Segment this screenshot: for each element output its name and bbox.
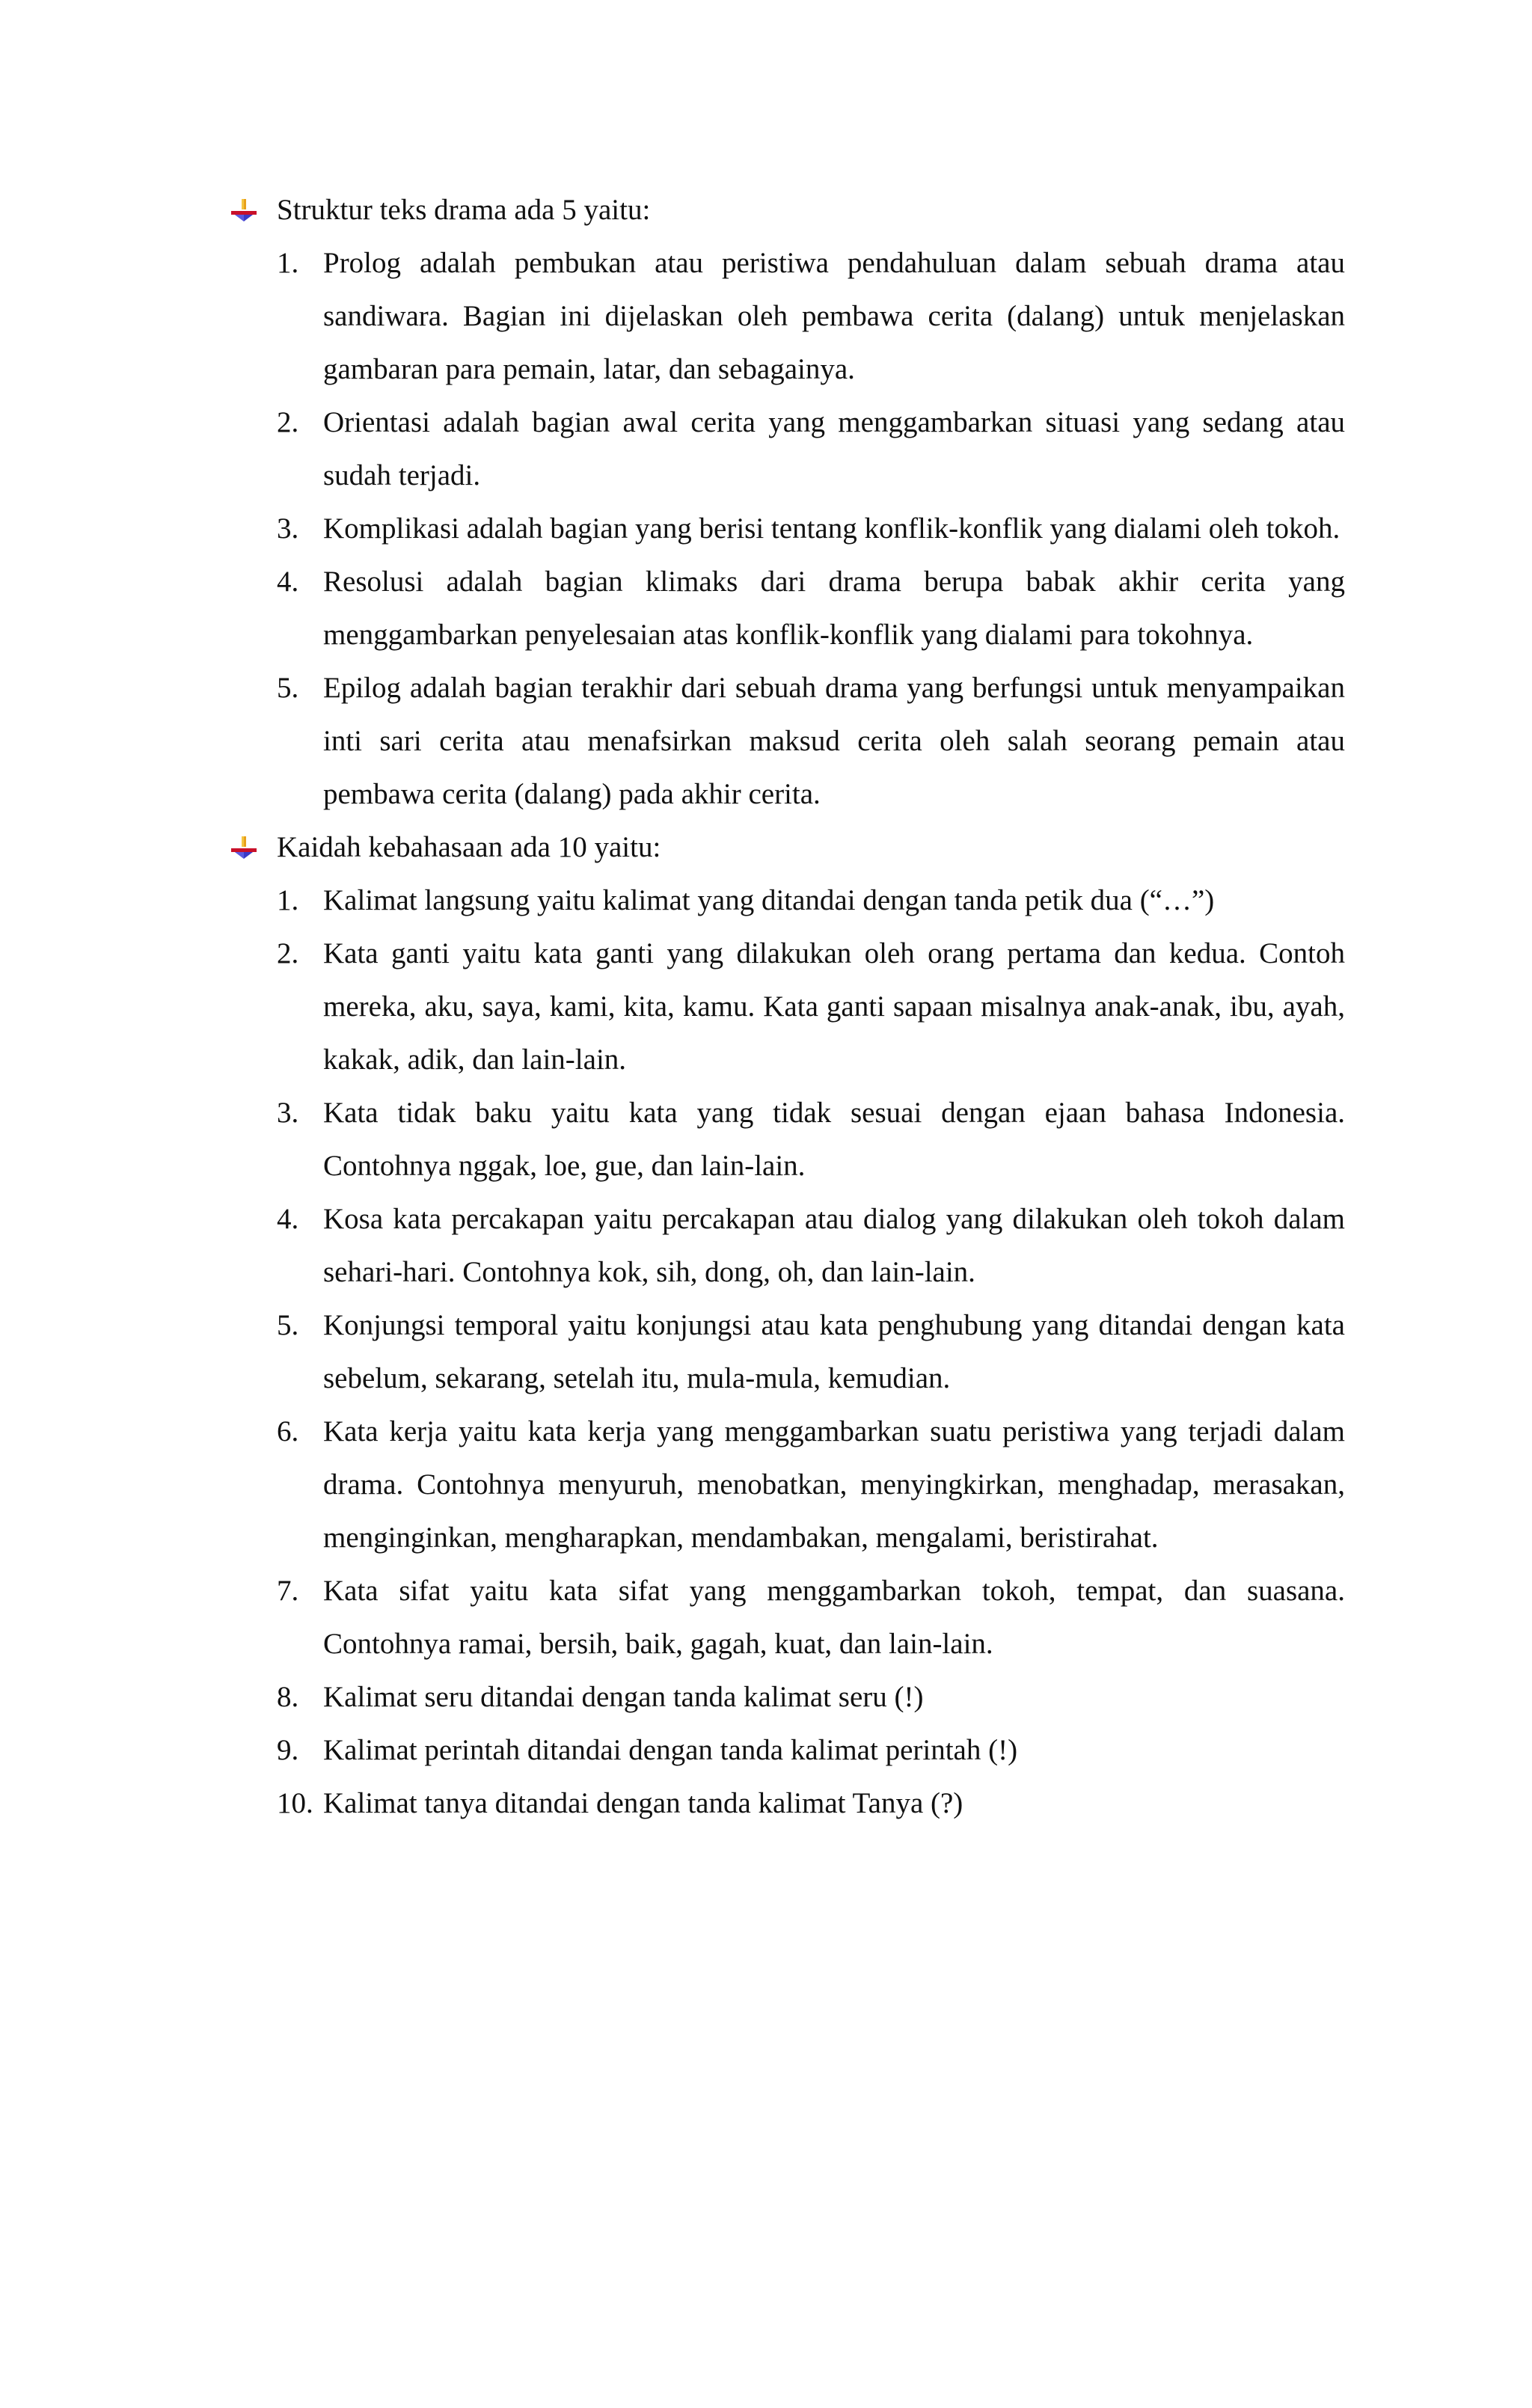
item-number: 1.: [277, 247, 299, 279]
list-item: [230, 1670, 1345, 1724]
list-item: [230, 1086, 1345, 1192]
item-text: Kata ganti yaitu kata ganti yang dilakukan oleh orang pertama dan kedua. Contoh mereka, aku, saya, kami, kita, kamu. Kata ganti sapaan misalnya anak-anak, ibu, ayah, kakak, adik, dan lain-lain.: [323, 937, 1345, 1076]
item-text: Kosa kata percakapan yaitu percakapan atau dialog yang dilakukan oleh tokoh dalam sehari-hari. Contohnya kok, sih, dong, oh, dan lain-lain.: [323, 1203, 1345, 1288]
list-item: [230, 1724, 1345, 1777]
structure-list: [230, 236, 1345, 821]
item-text: Konjungsi temporal yaitu konjungsi atau kata penghubung yang ditandai dengan kata sebelum, sekarang, setelah itu, mula-mula, kemudian.: [323, 1309, 1345, 1394]
list-item: [230, 874, 1345, 927]
list-item: [230, 661, 1345, 821]
item-number: 3.: [277, 1097, 299, 1129]
item-number: 4.: [277, 566, 299, 598]
item-text: Kata tidak baku yaitu kata yang tidak sesuai dengan ejaan bahasa Indonesia. Contohnya nggak, loe, gue, dan lain-lain.: [323, 1097, 1345, 1182]
list-item: [230, 927, 1345, 1086]
document-content: [230, 183, 1345, 1830]
item-text: Resolusi adalah bagian klimaks dari drama berupa babak akhir cerita yang menggambarkan penyelesaian atas konflik-konflik yang dialami para tokohnya.: [323, 566, 1345, 651]
list-item: [230, 1299, 1345, 1405]
item-number: 7.: [277, 1575, 299, 1607]
section-heading: Struktur teks drama ada 5 yaitu:: [277, 194, 651, 226]
item-number: 2.: [277, 937, 299, 969]
section-heading-row: [230, 821, 1345, 874]
list-item: [230, 502, 1345, 555]
language-rules-list: [230, 874, 1345, 1830]
arrow-down-bullet-icon: [230, 836, 257, 860]
item-text: Kalimat tanya ditandai dengan tanda kalimat Tanya (?): [323, 1787, 963, 1819]
list-item: [230, 396, 1345, 502]
item-text: Orientasi adalah bagian awal cerita yang menggambarkan situasi yang sedang atau sudah terjadi.: [323, 406, 1345, 491]
item-text: Kalimat perintah ditandai dengan tanda kalimat perintah (!): [323, 1734, 1018, 1766]
item-text: Kalimat langsung yaitu kalimat yang ditandai dengan tanda petik dua (“…”): [323, 884, 1215, 916]
item-text: Kata sifat yaitu kata sifat yang menggambarkan tokoh, tempat, dan suasana. Contohnya ramai, bersih, baik, gagah, kuat, dan lain-lain.: [323, 1575, 1345, 1660]
section-heading-row: [230, 183, 1345, 236]
list-item: [230, 1777, 1345, 1830]
item-number: 2.: [277, 406, 299, 438]
item-text: Kalimat seru ditandai dengan tanda kalimat seru (!): [323, 1681, 924, 1713]
item-text: Komplikasi adalah bagian yang berisi tentang konflik-konflik yang dialami oleh tokoh.: [323, 512, 1340, 545]
item-number: 3.: [277, 512, 299, 545]
arrow-down-bullet-icon: [230, 198, 257, 222]
item-number: 4.: [277, 1203, 299, 1235]
item-number: 9.: [277, 1734, 299, 1766]
item-text: Prolog adalah pembukan atau peristiwa pendahuluan dalam sebuah drama atau sandiwara. Bagian ini dijelaskan oleh pembawa cerita (dalang) untuk menjelaskan gambaran para pemain, latar, dan sebagainya.: [323, 247, 1345, 385]
list-item: [230, 1405, 1345, 1564]
item-number: 5.: [277, 672, 299, 704]
item-number: 10.: [277, 1787, 313, 1819]
item-number: 5.: [277, 1309, 299, 1341]
item-text: Epilog adalah bagian terakhir dari sebuah drama yang berfungsi untuk menyampaikan inti sari cerita atau menafsirkan maksud cerita oleh salah seorang pemain atau pembawa cerita (dalang) pada akhir cerita.: [323, 672, 1345, 810]
item-number: 8.: [277, 1681, 299, 1713]
list-item: [230, 555, 1345, 661]
section-heading: Kaidah kebahasaan ada 10 yaitu:: [277, 831, 661, 863]
list-item: [230, 1192, 1345, 1299]
item-number: 6.: [277, 1415, 299, 1447]
list-item: [230, 236, 1345, 396]
section-struktur: [230, 183, 1345, 821]
item-number: 1.: [277, 884, 299, 916]
list-item: [230, 1564, 1345, 1670]
section-kaidah: [230, 821, 1345, 1830]
item-text: Kata kerja yaitu kata kerja yang menggambarkan suatu peristiwa yang terjadi dalam drama. Contohnya menyuruh, menobatkan, menyingkirkan, menghadap, merasakan, menginginkan, mengharapkan, mendambakan, mengalami, beristirahat.: [323, 1415, 1345, 1554]
